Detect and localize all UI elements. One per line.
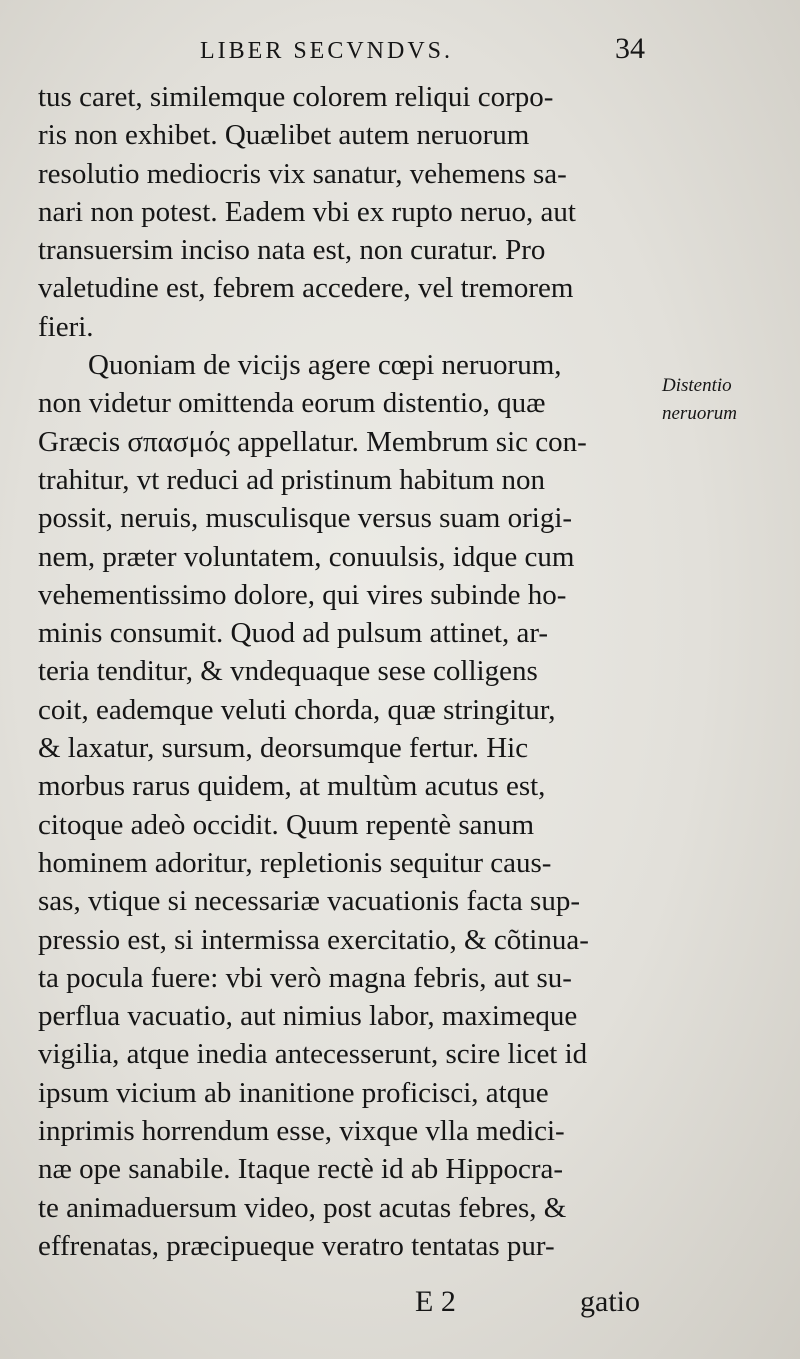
text-line: fieri. xyxy=(38,310,94,343)
text-line: coit, eademque veluti chorda, quæ stringitur, xyxy=(38,693,556,726)
text-line: inprimis horrendum esse, vixque vlla medici- xyxy=(38,1115,565,1148)
page-footer xyxy=(0,1285,800,1335)
text-line: minis consumit. Quod ad pulsum attinet, ar- xyxy=(38,617,549,650)
text-line: resolutio mediocris vix sanatur, vehemens sa- xyxy=(38,157,567,190)
running-head: LIBER SECVNDVS. xyxy=(200,38,454,64)
text-line: possit, neruis, musculisque versus suam origi- xyxy=(38,502,573,535)
body-text xyxy=(38,78,653,1265)
text-line: citoque adeò occidit. Quum repentè sanum xyxy=(38,808,535,841)
text-line: tus caret, similemque colorem reliqui corpo- xyxy=(38,81,554,113)
text-line: morbus rarus quidem, at multùm acutus est, xyxy=(38,770,546,803)
page-header xyxy=(0,30,800,80)
text-line: nem, præter voluntatem, conuulsis, idque cum xyxy=(38,540,575,573)
text-line: næ ope sanabile. Itaque rectè id ab Hippocra- xyxy=(38,1153,564,1186)
text-line: hominem adoritur, repletionis sequitur caus- xyxy=(38,846,552,879)
signature-mark: E 2 xyxy=(415,1285,456,1318)
text-line: vigilia, atque inedia antecesserunt, scire licet id xyxy=(38,1038,588,1071)
text-line: ta pocula fuere: vbi verò magna febris, aut su- xyxy=(38,961,572,994)
page-number: 34 xyxy=(615,32,645,65)
text-line: perflua vacuatio, aut nimius labor, maximeque xyxy=(38,1000,578,1033)
text-line: effrenatas, præcipueque veratro tentatas pur- xyxy=(38,1229,555,1262)
text-line: pressio est, si intermissa exercitatio, & cõtinua- xyxy=(38,923,589,956)
text-line: sas, vtique si necessariæ vacuationis facta sup- xyxy=(38,885,580,918)
text-line: Græcis σπασμός appellatur. Membrum sic con- xyxy=(38,425,587,458)
text-line: valetudine est, febrem accedere, vel tremorem xyxy=(38,272,574,305)
text-line: trahitur, vt reduci ad pristinum habitum non xyxy=(38,463,546,496)
text-line: Quoniam de vicijs agere cœpi neruorum, xyxy=(88,349,562,382)
catchword: gatio xyxy=(580,1285,640,1318)
text-line: ipsum vicium ab inanitione proficisci, atque xyxy=(38,1076,549,1109)
text-line: non videtur omittenda eorum distentio, quæ xyxy=(38,387,546,420)
text-line: transuersim inciso nata est, non curatur. Pro xyxy=(38,234,546,267)
text-line: ris non exhibet. Quælibet autem neruorum xyxy=(38,119,530,152)
text-line: vehementissimo dolore, qui vires subinde ho- xyxy=(38,578,567,611)
text-line: nari non potest. Eadem vbi ex rupto neruo, aut xyxy=(38,195,576,228)
text-line: te animaduersum video, post acutas febres, & xyxy=(38,1191,567,1224)
margin-note-line-1: Distentio xyxy=(662,375,732,396)
margin-note-line-2: neruorum xyxy=(662,403,737,424)
text-line: & laxatur, sursum, deorsumque fertur. Hic xyxy=(38,732,529,765)
margin-note xyxy=(662,372,794,428)
text-line: teria tenditur, & vndequaque sese colligens xyxy=(38,655,538,688)
